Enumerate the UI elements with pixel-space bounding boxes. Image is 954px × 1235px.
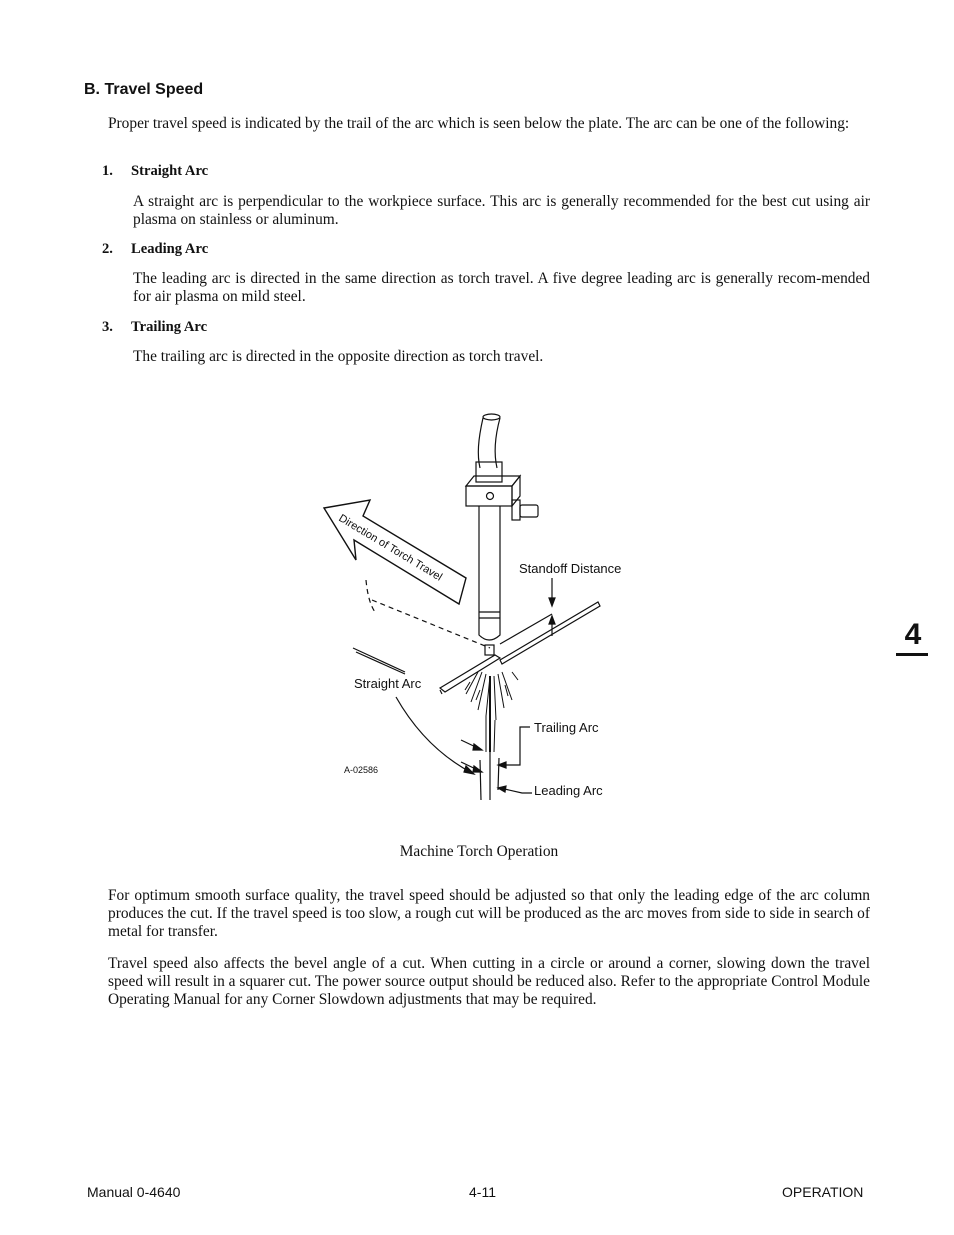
torch-body [479,506,500,655]
section-heading: B. Travel Speed [84,81,204,98]
item-title: Straight Arc [131,163,209,179]
figure-caption: Machine Torch Operation [399,843,559,860]
item-title: Trailing Arc [131,319,208,335]
machine-torch-diagram [300,400,640,810]
item-heading-leading-arc [102,241,208,258]
intro-paragraph: Proper travel speed is indicated by the trail of the arc which is seen below the plate. The arc can be one of the following: [108,115,850,132]
item-heading-straight-arc [102,163,208,180]
callout-lines [498,727,532,793]
footer-page-number: 4-11 [469,1184,496,1200]
footer-manual-number: Manual 0-4640 [87,1184,181,1200]
arc-sparks [465,672,518,752]
chapter-tab-rule [896,653,928,656]
standoff-indicator [500,578,555,644]
straight-arc-label: Straight Arc [354,676,422,691]
body-paragraph: Travel speed also affects the bevel angle of a cut. When cutting in a circle or around a corner, slowing down the travel speed will result in a squarer cut. The power source output should be reduced also. Refer to the appropriate Control Module Operating Manual for any Corner Slowdown adjustments that may be required. [108,955,870,1008]
item-text-trailing-arc: The trailing arc is directed in the opposite direction as torch travel. [133,348,544,365]
body-paragraph: For optimum smooth surface quality, the travel speed should be adjusted so that only the leading edge of the arc column produces the cut. If the travel speed is too slow, a rough cut will be produced as the arc moves from side to side in search of metal for transfer. [108,887,870,940]
item-heading-trailing-arc [102,319,207,336]
standoff-distance-label: Standoff Distance [519,561,622,576]
item-number: 3. [102,319,113,335]
item-text-leading-arc: The leading arc is directed in the same direction as torch travel. A five degree leading arc is generally recom-mended for air plasma on mild steel. [133,270,870,305]
figure-code: A-02586 [344,765,379,775]
item-number: 1. [102,163,113,179]
arc-angle-lines [396,697,499,800]
footer-section-name: OPERATION [782,1184,864,1200]
item-text-straight-arc: A straight arc is perpendicular to the workpiece surface. This arc is generally recommended for the best cut using air plasma on stainless or aluminum. [133,193,870,228]
trailing-arc-label: Trailing Arc [534,720,599,735]
direction-arrow-label: Direction of Torch Travel [336,512,445,584]
item-title: Leading Arc [131,241,209,257]
straight-arc-guide [366,580,490,648]
torch-cable [478,414,500,468]
chapter-tab: 4 [904,618,922,651]
torch-mount-block [466,462,538,520]
leading-arc-label: Leading Arc [534,783,603,798]
item-number: 2. [102,241,113,257]
